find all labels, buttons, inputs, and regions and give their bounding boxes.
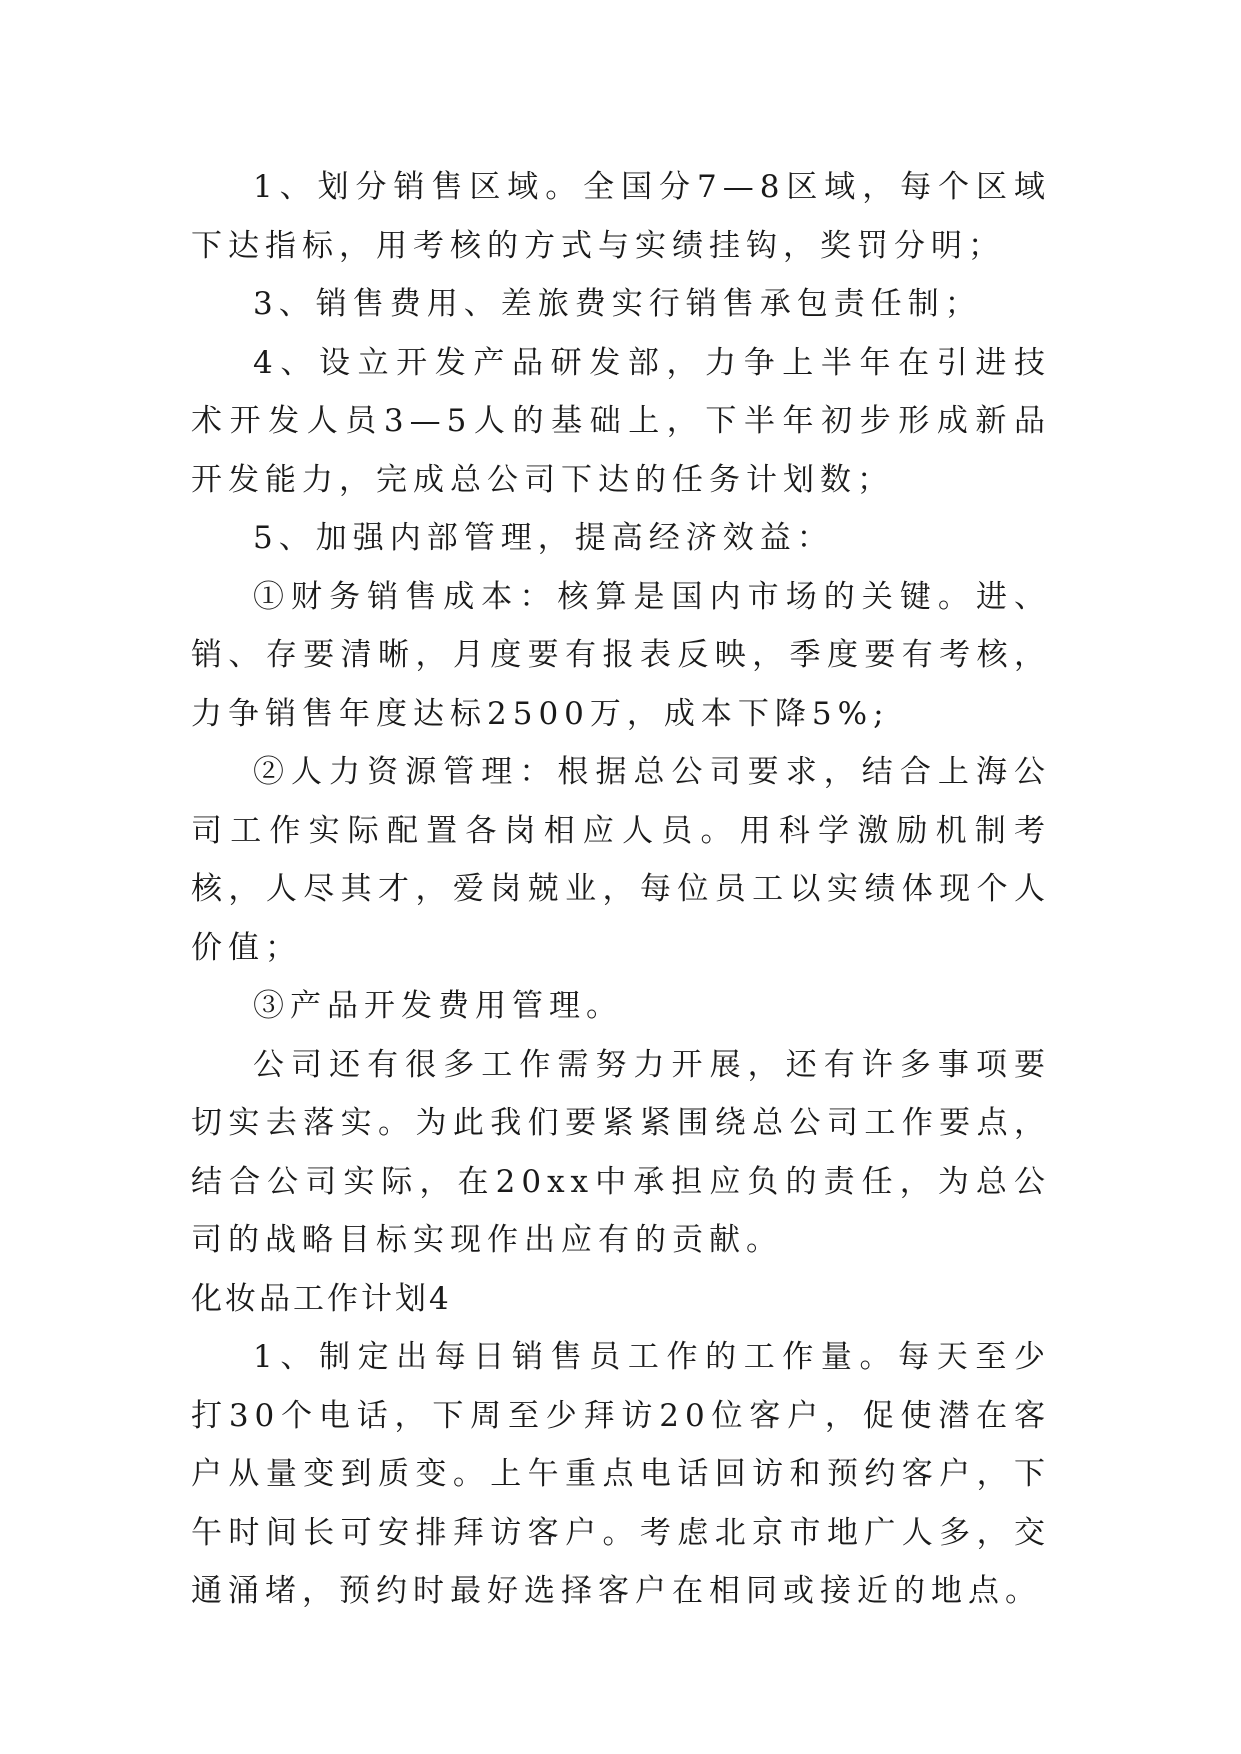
paragraph-sales-expenses: 3、销售费用、差旅费实行销售承包责任制； <box>253 286 982 322</box>
paragraph-sales-regions: 1、划分销售区域。全国分7—8区域，每个区域下达指标，用考核的方式与实绩挂钩，奖罚分明； <box>191 169 1051 264</box>
paragraph-internal-management: 5、加强内部管理，提高经济效益： <box>253 520 834 556</box>
section-heading-plan-4: 化妆品工作计划4 <box>191 1280 452 1317</box>
paragraph-human-resources: ②人力资源管理：根据总公司要求，结合上海公司工作实际配置各岗相应人员。用科学激励机制考核，人尽其才，爱岗兢业，每位员工以实绩体现个人价值； <box>191 754 1051 966</box>
paragraph-product-dev-cost: ③产品开发费用管理。 <box>253 988 623 1024</box>
paragraph-company-summary: 公司还有很多工作需努力开展，还有许多事项要切实去落实。为此我们要紧紧围绕总公司工作要点，结合公司实际，在20xx中承担应负的责任，为总公司的战略目标实现作出应有的贡献。 <box>191 1046 1051 1258</box>
paragraph-daily-workload: 1、制定出每日销售员工作的工作量。每天至少打30个电话，下周至少拜访20位客户，促使潜在客户从量变到质变。上午重点电话回访和预约客户，下午时间长可安排拜访客户。考虑北京市地广人多，交通涌堵，预约时最好选择客户在相同或接近的地点。 <box>191 1339 1051 1609</box>
document-body <box>191 158 1051 1621</box>
paragraph-finance-cost: ①财务销售成本：核算是国内市场的关键。进、销、存要清晰，月度要有报表反映，季度要有考核，力争销售年度达标2500万，成本下降5%; <box>191 578 1051 732</box>
paragraph-rnd-department: 4、设立开发产品研发部，力争上半年在引进技术开发人员3—5人的基础上，下半年初步形成新品开发能力，完成总公司下达的任务计划数； <box>191 344 1051 498</box>
